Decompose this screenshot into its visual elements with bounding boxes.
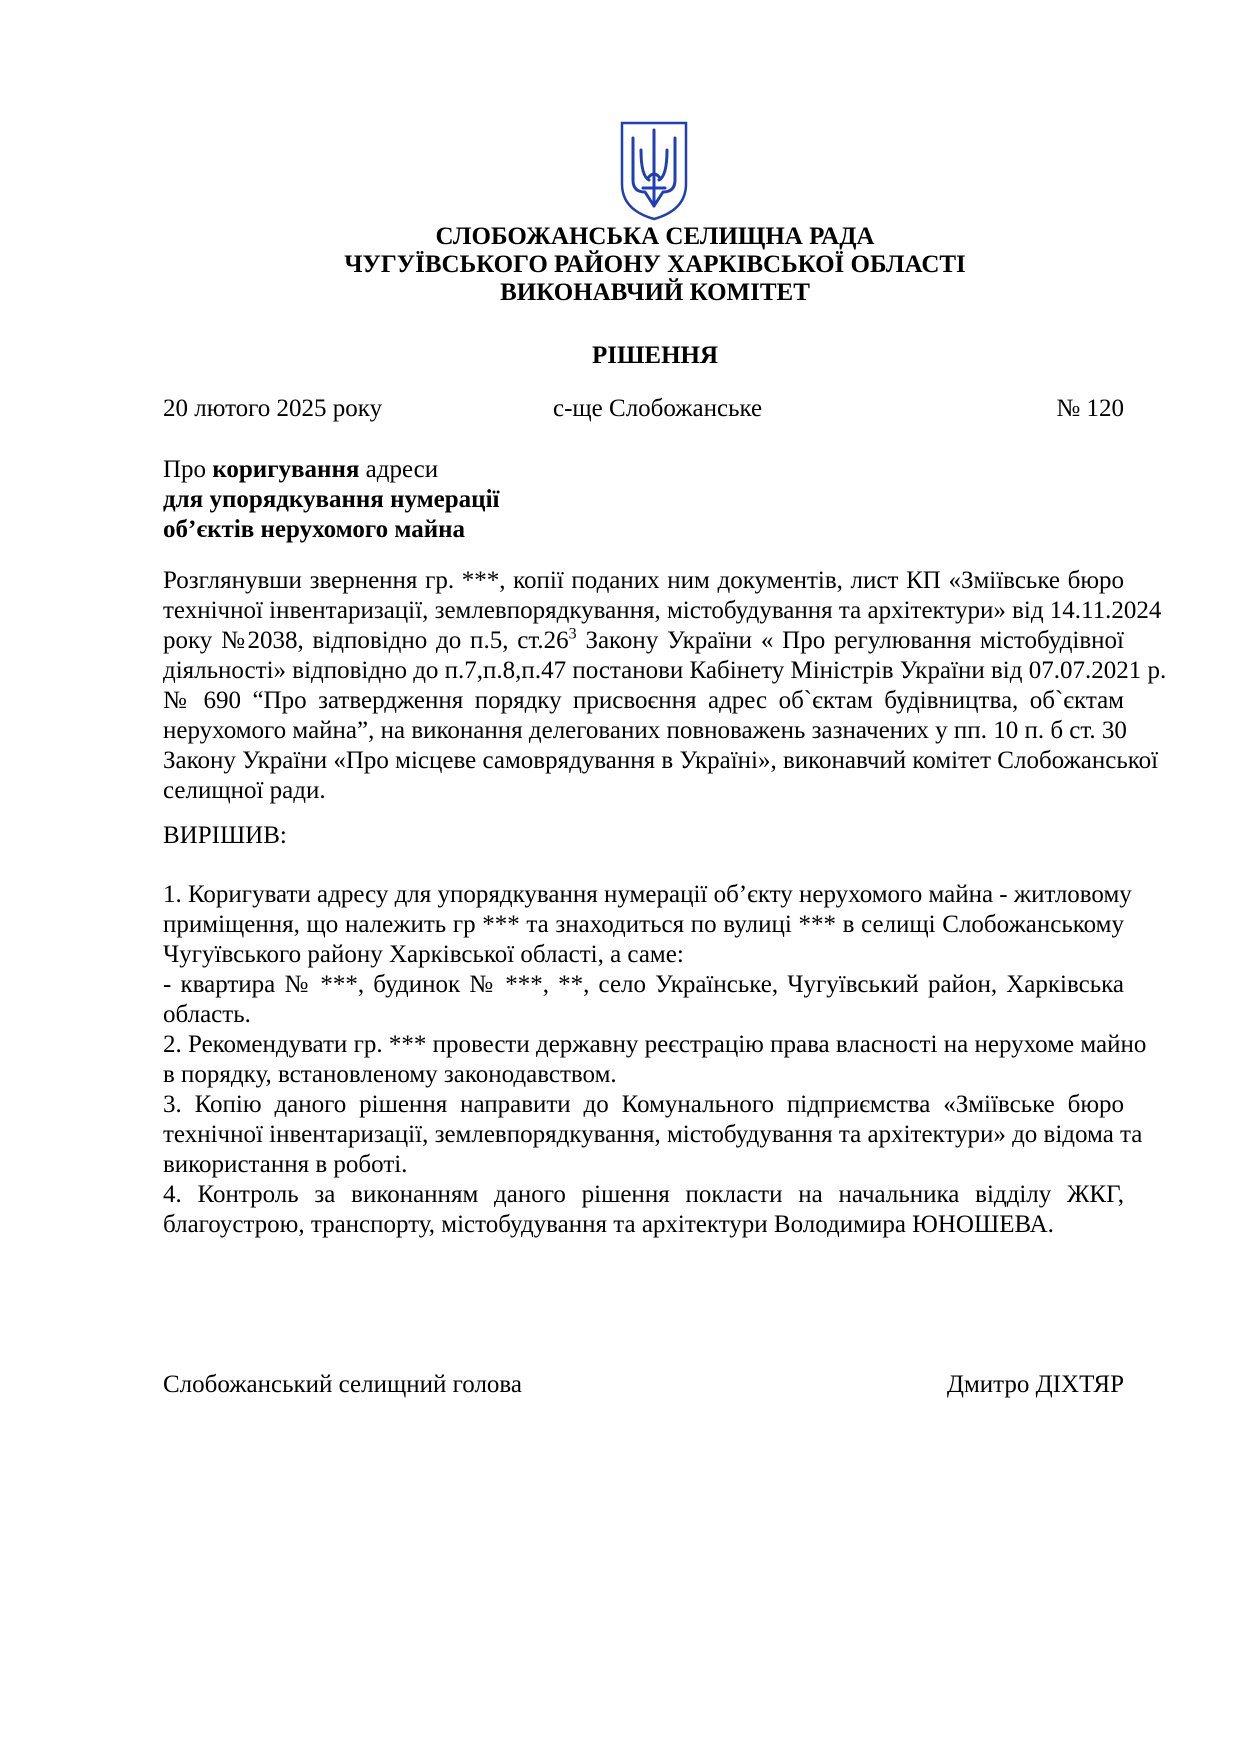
superscript: 3 bbox=[568, 625, 577, 643]
decision-items bbox=[163, 880, 1147, 1240]
preamble-line: Закону України «Про місцеве самоврядування в Україні», виконавчий комітет Слобожанської bbox=[163, 747, 1159, 774]
preamble-line: технічної інвентаризації, землевпорядкування, містобудування та архітектури» від 14.11.2024 bbox=[163, 597, 1162, 624]
preamble-line: діяльності» відповідно до п.7,п.8,п.47 постанови Кабінету Міністрів України від 07.07.2021 р. bbox=[163, 657, 1167, 684]
subject-suffix: адреси bbox=[359, 456, 439, 483]
preamble-line: селищної ради. bbox=[163, 777, 326, 804]
item-4-line: 4. Контроль за виконанням даного рішення покласти на начальника відділу ЖКГ, bbox=[163, 1181, 1124, 1208]
preamble-text: року №2038, відповідно до п.5, ст.26 bbox=[163, 627, 569, 654]
subject-line2: для упорядкування нумерації bbox=[163, 486, 500, 513]
subject-bold-word: коригування bbox=[212, 456, 360, 483]
item-1-line: область. bbox=[163, 1001, 251, 1028]
signatory-position: Слобожанський селищний голова bbox=[163, 1371, 522, 1398]
subject-line1 bbox=[163, 455, 499, 485]
coat-of-arms-trident-icon bbox=[619, 120, 689, 222]
subject-prefix: Про bbox=[163, 456, 213, 483]
signatory-name: Дмитро ДІХТЯР bbox=[946, 1371, 1124, 1398]
decision-place: с-ще Слобожанське bbox=[553, 395, 763, 422]
decision-number: № 120 bbox=[1056, 395, 1124, 422]
preamble-line: Розглянувши звернення гр. ***, копії поданих ним документів, лист КП «Зміївське бюро bbox=[163, 567, 1124, 594]
org-name-line1: СЛОБОЖАНСЬКА СЕЛИЩНА РАДА bbox=[435, 223, 875, 250]
item-1-line: 1. Коригувати адресу для упорядкування нумерації об’єкту нерухомого майна - житловому bbox=[163, 881, 1132, 908]
item-2-line: в порядку, встановленому законодавством. bbox=[163, 1061, 617, 1088]
org-name-line3: ВИКОНАВЧИЙ КОМІТЕТ bbox=[500, 279, 810, 306]
item-4-line: благоустрою, транспорту, містобудування та архітектури Володимира ЮНОШЕВА. bbox=[163, 1211, 1054, 1238]
item-3-line: технічної інвентаризації, землевпорядкування, містобудування та архітектури» до відома та bbox=[163, 1121, 1143, 1148]
item-1-line: приміщення, що належить гр *** та знаходиться по вулиці *** в селищі Слобожанському bbox=[163, 911, 1124, 938]
preamble-line: нерухомого майна”, на виконання делегованих повноважень зазначених у пп. 10 п. б ст. 30 bbox=[163, 717, 1127, 744]
preamble-text: Закону України « Про регулювання містобудівної bbox=[576, 627, 1124, 654]
item-1-line: - квартира № ***, будинок № ***, **, село Українське, Чугуївський район, Харківська bbox=[163, 971, 1124, 998]
preamble-line bbox=[163, 626, 1124, 656]
item-2-line: 2. Рекомендувати гр. *** провести державну реєстрацію права власності на нерухоме майно bbox=[163, 1031, 1147, 1058]
item-1-line: Чугуївського району Харківської області, а саме: bbox=[163, 941, 684, 968]
decision-subject bbox=[163, 455, 499, 545]
org-name-line2: ЧУГУЇВСЬКОГО РАЙОНУ ХАРКІВСЬКОЇ ОБЛАСТІ bbox=[344, 251, 966, 278]
item-3-line: 3. Копію даного рішення направити до Комунального підприємства «Зміївське бюро bbox=[163, 1091, 1124, 1118]
document-title: РІШЕННЯ bbox=[591, 342, 719, 369]
subject-line3: об’єктів нерухомого майна bbox=[163, 516, 466, 543]
resolved-heading: ВИРІШИВ: bbox=[163, 822, 287, 849]
decision-date: 20 лютого 2025 року bbox=[163, 395, 383, 422]
item-3-line: використання в роботі. bbox=[163, 1151, 408, 1178]
preamble-line: № 690 “Про затвердження порядку присвоєння адрес об`єктам будівництва, об`єктам bbox=[163, 687, 1124, 714]
preamble-paragraph bbox=[163, 566, 1167, 806]
